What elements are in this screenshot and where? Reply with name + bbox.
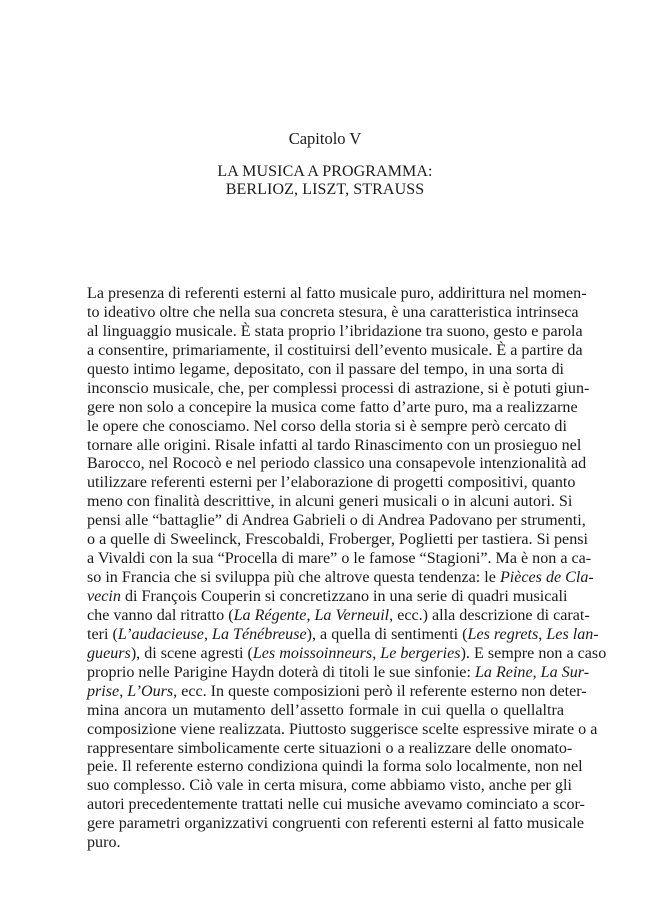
text-run: , (119, 682, 128, 700)
chapter-number: Capitolo V (288, 129, 362, 148)
chapter-title (0, 163, 650, 199)
text-line (87, 341, 583, 361)
italic-title: Les moissoinneurs (252, 644, 373, 662)
italic-title: La Régente (233, 606, 307, 624)
text-line (87, 606, 590, 626)
text-run: al linguaggio musicale. È stata proprio l’ibridazione tra suono, gesto e parola (87, 322, 583, 340)
text-run: puro. (87, 834, 121, 852)
text-run: , ecc.) alla descrizione di carat- (389, 606, 590, 624)
italic-title: prise (87, 682, 120, 700)
text-run: questo intimo legame, depositato, con il passare del tempo, in una sorta di (87, 360, 564, 378)
text-run: gere parametri organizzativi congruenti con referenti esterni al fatto musicale (87, 815, 585, 833)
text-line (87, 379, 590, 399)
text-run: che vanno dal ritratto ( (87, 606, 234, 624)
text-run: suo complesso. Ciò vale in certa misura, come abbiamo visto, anche per gli (87, 777, 572, 795)
text-run: pensi alle “battaglie” di Andrea Gabrieli o di Andrea Padovano per strumenti, (87, 512, 586, 530)
text-run: , (532, 663, 541, 681)
text-run: le opere che conosciamo. Nel corso della storia si è sempre però cercato di (87, 417, 567, 435)
text-run: , ecc. In queste composizioni però il referente esterno non deter- (173, 682, 587, 700)
text-run: o a quelle di Sweelinck, Frescobaldi, Froberger, Poglietti per tastiera. Si pensi (87, 531, 588, 549)
text-run: teri ( (87, 625, 118, 643)
chapter-title-line: LA MUSICA A PROGRAMMA: (217, 163, 433, 180)
text-run: Barocco, nel Rococò e nel periodo classico una consapevole intenzionalità ad (87, 455, 587, 473)
text-line (87, 550, 592, 569)
text-line (87, 663, 590, 683)
text-line (87, 398, 578, 418)
text-line (87, 739, 573, 759)
italic-title: L’audacieuse (117, 625, 204, 643)
text-run: tornare alle origini. Risale infatti al tardo Rinascimento con un prosieguo nel (87, 436, 582, 454)
chapter-title-line: BERLIOZ, LISZT, STRAUSS (225, 181, 425, 198)
text-line (87, 720, 598, 740)
text-run: , (372, 644, 381, 662)
text-line (87, 796, 585, 815)
italic-title: Les regrets (467, 625, 539, 643)
text-line (87, 474, 576, 493)
italic-title: La Ténébreuse (212, 625, 307, 643)
text-line (87, 493, 573, 512)
italic-title: La Reine (474, 663, 533, 681)
text-run: rappresentare simbolicamente certe situazioni o a realizzare delle onomato- (87, 739, 573, 757)
italic-title: La Verneuil (314, 606, 390, 624)
text-line (87, 834, 564, 853)
italic-title: La Sur- (540, 663, 590, 681)
text-run: a consentire, primariamente, il costituirsi dell’evento musicale. È a partire da (87, 341, 583, 359)
text-line (87, 644, 607, 664)
text-run: autori precedentemente trattati nelle cui musiche avevamo cominciato a scor- (87, 796, 585, 814)
text-run: proprio nelle Parigine Haydn doterà di titoli le sue sinfonie: (87, 663, 475, 681)
text-line (87, 702, 564, 721)
text-run: La presenza di referenti esterni al fatto musicale puro, addirittura nel momen- (87, 285, 587, 302)
text-line (87, 682, 587, 702)
text-run: ). E sempre non a caso (460, 644, 607, 662)
text-run: ), a quella di sentimenti ( (306, 625, 468, 643)
italic-title: L’Ours (127, 682, 174, 700)
text-run: so in Francia che si sviluppa più che altrove questa tendenza: le (87, 569, 500, 587)
text-line (87, 531, 588, 550)
body-paragraph (87, 285, 607, 853)
text-line (87, 322, 583, 342)
text-line (87, 777, 572, 796)
text-line (87, 436, 582, 456)
text-run: composizione viene realizzata. Piuttosto suggerisce scelte espressive mirate o a (87, 720, 598, 738)
italic-title: gueurs (87, 644, 131, 662)
italic-title: Le bergeries (380, 644, 461, 662)
text-run: a Vivaldi con la sua “Procella di mare” o le famose “Stagioni”. Ma è non a ca- (87, 550, 592, 568)
text-line (87, 455, 587, 474)
text-run: peie. Il referente esterno condiziona quindi la forma solo localmente, non nel (87, 758, 583, 776)
text-line (87, 815, 585, 834)
text-line (87, 417, 567, 437)
text-run: , (306, 606, 315, 624)
text-run: di François Couperin si concretizzano in una serie di quadri musicali (120, 588, 568, 605)
text-run: to ideativo oltre che nella sua concreta stesura, è una caratteristica intrinseca (87, 303, 579, 321)
text-run: meno con finalità descrittive, in alcuni generi musicali o in alcuni autori. Si (87, 493, 573, 511)
text-line (87, 285, 587, 304)
text-run: mina ancora un mutamento dell’assetto formale in cui quella o quellaltra (87, 701, 564, 719)
italic-title: vecin (87, 588, 121, 605)
text-line (87, 588, 568, 607)
text-line (87, 361, 564, 380)
italic-title: Les lan- (546, 625, 599, 643)
text-line (87, 303, 579, 323)
text-run: inconscio musicale, che, per complessi processi di astrazione, si è potuti giun- (87, 379, 590, 397)
text-line (87, 569, 594, 588)
text-line (87, 625, 599, 645)
text-run: , (538, 625, 547, 643)
text-run: utilizzare referenti esterni per l’elaborazione di progetti compositivi, quanto (87, 474, 576, 492)
text-run: ), di scene agresti ( (130, 644, 253, 662)
text-line (87, 512, 586, 531)
text-line (87, 758, 583, 777)
text-run: gere non solo a concepire la musica come fatto d’arte puro, ma a realizzarne (87, 398, 578, 416)
text-run: , (203, 625, 212, 643)
italic-title: Pièces de Cla- (499, 569, 594, 587)
